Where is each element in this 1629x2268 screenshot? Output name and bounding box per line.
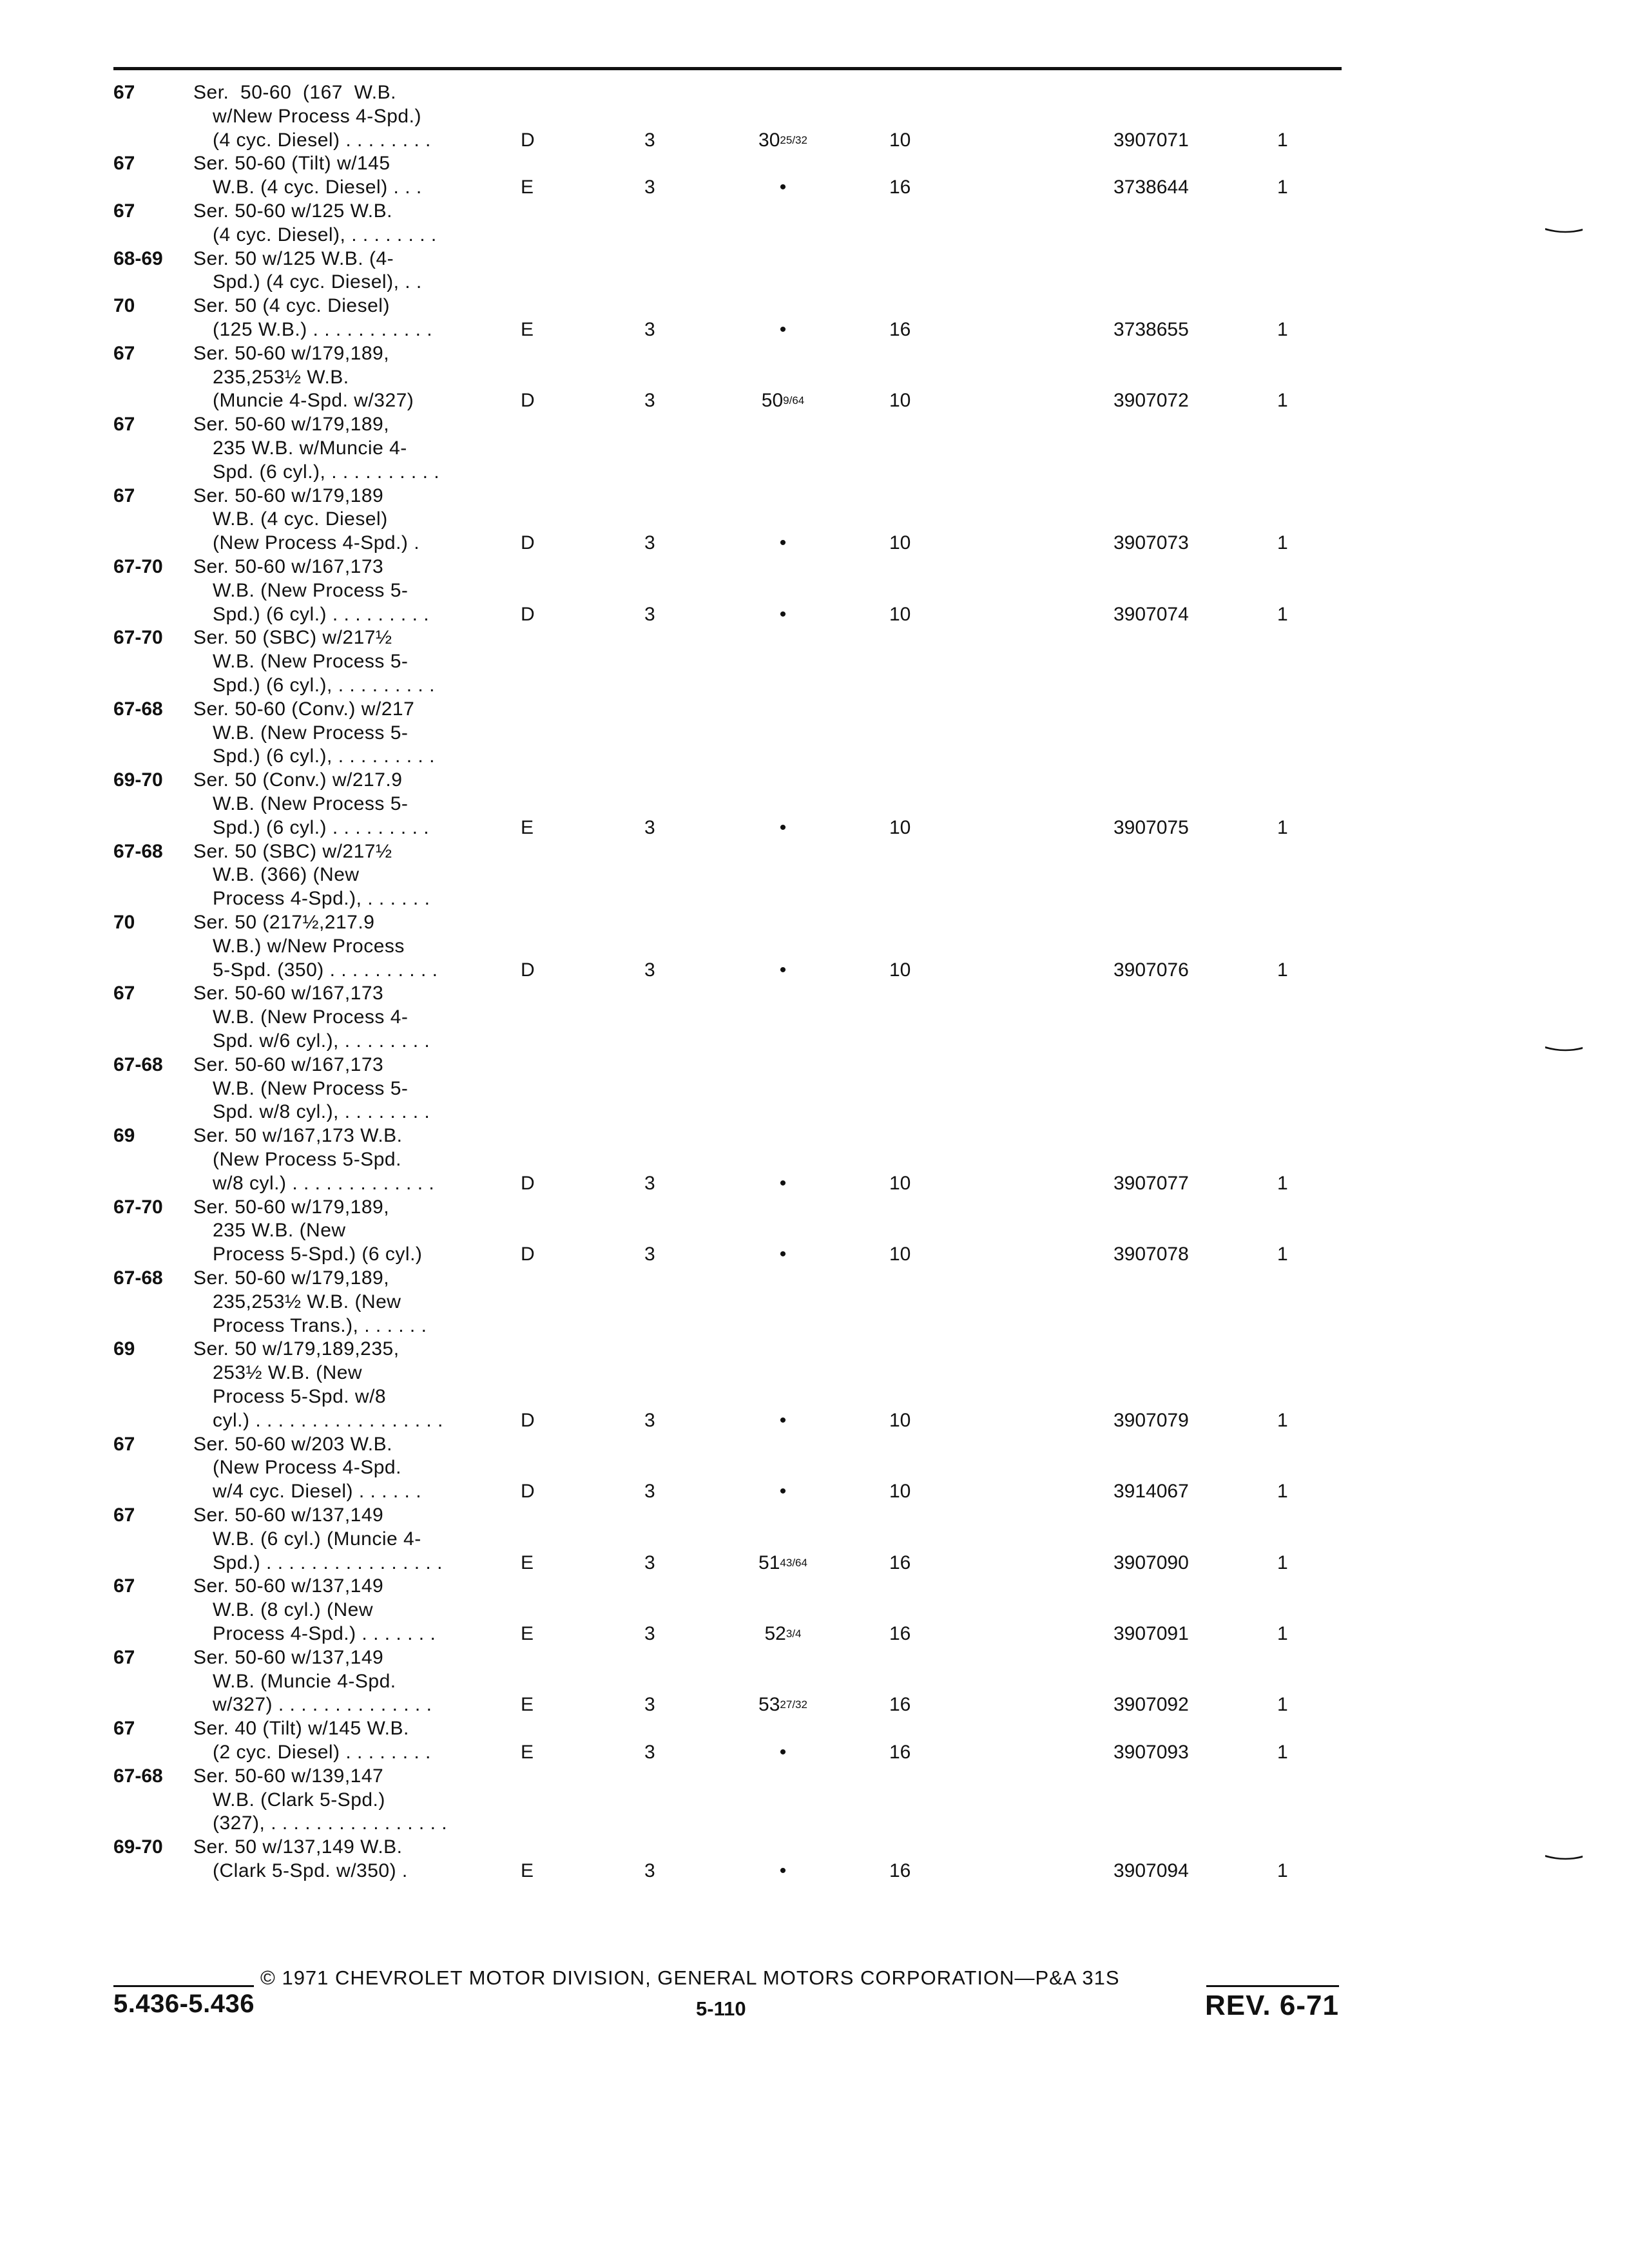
description [193,1717,483,1765]
quantity-cell: 3 [644,1622,655,1644]
quantity-used-cell: 1 [1277,1552,1288,1573]
length-whole: • [779,1244,787,1265]
description [193,840,483,911]
length-whole: 50 [761,390,784,412]
code-cell: D [521,603,535,625]
gauge-cell: 10 [889,1481,911,1503]
table-row [0,1504,1629,1575]
description [193,81,483,152]
description-line: w/4 cyc. Diesel) . . . . . . [213,1481,422,1503]
quantity-used-cell: 1 [1277,1172,1288,1194]
table-row [0,294,1629,342]
length-fraction: 9/64 [783,394,805,407]
table-row [0,200,1629,247]
gauge-cell: 16 [889,1860,911,1881]
description-line: (4 cyc. Diesel), . . . . . . . . [213,224,437,245]
gauge-cell: 10 [889,603,911,625]
description-line: 5-Spd. (350) . . . . . . . . . . [213,959,438,981]
part-number-cell: 3907093 [1113,1741,1189,1763]
quantity-cell: 3 [644,177,655,198]
margin-mark-1 [1545,226,1583,233]
description-line: Spd.) . . . . . . . . . . . . . . . . [213,1552,443,1573]
length-cell [741,532,825,555]
quantity-used-cell: 1 [1277,1481,1288,1503]
description-line: Ser. 50-60 w/167,173 [193,1053,384,1075]
quantity-used-cell: 1 [1277,816,1288,838]
description [193,982,483,1053]
quantity-cell: 3 [644,816,655,838]
model-year: 67-70 [113,627,163,649]
description-line: Spd.) (6 cyl.), . . . . . . . . . [213,674,435,696]
description-line: Process 4-Spd.), . . . . . . [213,888,430,910]
quantity-used-cell: 1 [1277,129,1288,151]
quantity-used-cell: 1 [1277,1622,1288,1644]
quantity-cell: 3 [644,1481,655,1503]
description-line: W.B. (Muncie 4-Spd. [213,1670,396,1692]
description-line: Ser. 50-60 (Tilt) w/145 [193,153,390,175]
description-line: W.B. (New Process 4- [213,1006,409,1028]
description-line: Ser. 50-60 w/179,189, [193,1196,390,1218]
description-line: Ser. 50-60 (Conv.) w/217 [193,698,415,720]
length-whole: • [779,959,787,981]
length-whole: • [779,1860,787,1881]
description-line: (New Process 5-Spd. [213,1148,401,1170]
part-number-cell: 3907091 [1113,1622,1189,1644]
quantity-cell: 3 [644,1244,655,1265]
model-year: 69 [113,1125,135,1147]
table-row [0,1196,1629,1267]
part-number-cell: 3907078 [1113,1244,1189,1265]
part-number-cell: 3907090 [1113,1552,1189,1573]
length-whole: • [779,816,787,838]
description-line: Spd. w/6 cyl.), . . . . . . . . [213,1030,430,1052]
description-line: Ser. 40 (Tilt) w/145 W.B. [193,1718,409,1740]
length-cell [741,603,825,627]
part-number-cell: 3907073 [1113,532,1189,554]
table-row [0,555,1629,626]
gauge-cell: 10 [889,1409,911,1431]
margin-mark-2 [1545,1044,1583,1052]
code-cell: E [521,1694,534,1716]
description [193,485,483,555]
length-cell [741,1622,825,1646]
description-line: Process 5-Spd.) (6 cyl.) [213,1244,423,1265]
length-whole: • [779,177,787,198]
description-line: Process 4-Spd.) . . . . . . . [213,1622,436,1644]
quantity-used-cell: 1 [1277,1741,1288,1763]
description [193,1765,483,1836]
description [193,1836,483,1883]
description-line: Ser. 50-60 w/179,189, [193,1267,390,1289]
code-cell: D [521,1244,535,1265]
gauge-cell: 10 [889,129,911,151]
length-cell [741,1693,825,1717]
gauge-cell: 10 [889,532,911,554]
quantity-cell: 3 [644,959,655,981]
quantity-cell: 3 [644,532,655,554]
quantity-cell: 3 [644,1694,655,1716]
table-row [0,81,1629,152]
description-line: 235 W.B. w/Muncie 4- [213,437,407,459]
quantity-cell: 3 [644,1860,655,1881]
description-line: Ser. 50 w/179,189,235, [193,1338,400,1360]
description [193,342,483,413]
description-line: W.B. (4 cyc. Diesel) [213,508,388,530]
model-year: 70 [113,295,135,317]
length-cell [741,1552,825,1575]
description-line: Spd.) (6 cyl.), . . . . . . . . . [213,745,435,767]
table-row [0,1338,1629,1432]
code-cell: D [521,532,535,554]
description-line: W.B. (New Process 5- [213,793,409,814]
description-line: Ser. 50-60 (167 W.B. [193,82,396,103]
table-row [0,1836,1629,1883]
description-line: Ser. 50 (SBC) w/217½ [193,840,392,862]
model-year: 67 [113,1433,135,1455]
description-line: Spd. w/8 cyl.), . . . . . . . . [213,1101,430,1123]
code-cell: E [521,1622,534,1644]
description-line: Spd.) (6 cyl.) . . . . . . . . . [213,603,430,625]
model-year: 68-69 [113,247,163,269]
table-row [0,1124,1629,1195]
description-line: (4 cyc. Diesel) . . . . . . . . [213,129,431,151]
gauge-cell: 10 [889,816,911,838]
description-line: (125 W.B.) . . . . . . . . . . . [213,318,433,340]
table-row [0,1267,1629,1338]
length-whole: • [779,532,787,554]
length-whole: 51 [758,1552,780,1573]
description-line: (327), . . . . . . . . . . . . . . . . [213,1812,448,1834]
quantity-used-cell: 1 [1277,1409,1288,1431]
table-row [0,152,1629,200]
description [193,626,483,697]
length-fraction: 43/64 [780,1556,807,1569]
copyright-notice: © 1971 CHEVROLET MOTOR DIVISION, GENERAL MOTORS CORPORATION—P&A 31S [260,1966,1120,1989]
model-year: 69 [113,1338,135,1360]
quantity-cell: 3 [644,1741,655,1763]
length-whole: 52 [764,1622,786,1644]
description-line: W.B. (6 cyl.) (Muncie 4- [213,1528,421,1550]
length-fraction: 25/32 [780,133,807,146]
description [193,1433,483,1504]
description-line: Ser. 50-60 w/179,189 [193,485,384,506]
code-cell: D [521,1172,535,1194]
description-line: Ser. 50-60 w/179,189, [193,414,390,436]
quantity-cell: 3 [644,603,655,625]
model-year: 69-70 [113,769,163,791]
quantity-used-cell: 1 [1277,318,1288,340]
table-row [0,911,1629,982]
description-line: Ser. 50 w/125 W.B. (4- [193,247,394,269]
model-year: 67 [113,1718,135,1740]
description [193,1267,483,1338]
part-number-cell: 3907092 [1113,1694,1189,1716]
length-whole: 53 [758,1694,780,1716]
quantity-cell: 3 [644,1409,655,1431]
code-cell: E [521,1860,534,1881]
code-cell: D [521,1481,535,1503]
quantity-used-cell: 1 [1277,1860,1288,1881]
model-year: 67-70 [113,1196,163,1218]
code-cell: D [521,1409,535,1431]
description-line: W.B. (8 cyl.) (New [213,1599,374,1621]
part-number-cell: 3907076 [1113,959,1189,981]
description-line: Spd. (6 cyl.), . . . . . . . . . . [213,461,440,483]
description-line: Ser. 50-60 w/203 W.B. [193,1433,392,1455]
length-whole: • [779,1741,787,1763]
description [193,200,483,247]
gauge-cell: 10 [889,1172,911,1194]
part-number-cell: 3738644 [1113,177,1189,198]
table-row [0,1575,1629,1646]
description [193,1338,483,1432]
model-year: 67 [113,485,135,506]
description-line: Ser. 50-60 w/125 W.B. [193,200,392,222]
code-cell: E [521,1741,534,1763]
length-cell [741,318,825,342]
model-year: 67-68 [113,698,163,720]
length-cell [741,1409,825,1433]
table-row [0,1053,1629,1124]
description-line: cyl.) . . . . . . . . . . . . . . . . . [213,1409,443,1431]
description-line: 235,253½ W.B. (New [213,1291,401,1312]
description [193,555,483,626]
description [193,1053,483,1124]
length-whole: • [779,318,787,340]
section-number: 5.436-5.436 [113,1990,255,2018]
table-row [0,342,1629,413]
length-fraction: 27/32 [780,1698,807,1711]
table-row [0,1717,1629,1765]
description [193,1646,483,1717]
description-line: w/8 cyl.) . . . . . . . . . . . . . [213,1172,435,1194]
quantity-used-cell: 1 [1277,177,1288,198]
model-year: 67-68 [113,1267,163,1289]
length-cell [741,1172,825,1196]
table-row [0,840,1629,911]
description-line: Ser. 50 (217½,217.9 [193,912,375,933]
part-number-cell: 3907072 [1113,390,1189,412]
part-number-cell: 3738655 [1113,318,1189,340]
length-whole: • [779,1481,787,1503]
footer-rule-right [1206,1985,1339,1987]
description-line: w/327) . . . . . . . . . . . . . . [213,1694,432,1716]
length-cell [741,816,825,840]
description [193,1124,483,1195]
table-row [0,698,1629,769]
table-row [0,1646,1629,1717]
description-line: Ser. 50-60 w/167,173 [193,556,384,577]
description-line: W.B. (Clark 5-Spd.) [213,1789,385,1811]
table-row [0,769,1629,840]
description-line: Ser. 50-60 w/139,147 [193,1765,384,1787]
table-row [0,485,1629,555]
model-year: 70 [113,912,135,933]
gauge-cell: 16 [889,1694,911,1716]
quantity-used-cell: 1 [1277,959,1288,981]
quantity-used-cell: 1 [1277,532,1288,554]
length-whole: • [779,1409,787,1431]
margin-mark-3 [1545,1852,1583,1860]
model-year: 67-68 [113,1053,163,1075]
part-number-cell: 3907077 [1113,1172,1189,1194]
description [193,1504,483,1575]
description [193,1575,483,1646]
description-line: W.B. (4 cyc. Diesel) . . . [213,177,422,198]
code-cell: E [521,318,534,340]
description-line: Ser. 50 (SBC) w/217½ [193,627,392,649]
description-line: Process Trans.), . . . . . . [213,1314,427,1336]
description-line: (Clark 5-Spd. w/350) . [213,1860,408,1881]
description-line: Ser. 50-60 w/137,149 [193,1575,384,1597]
length-cell [741,1860,825,1883]
model-year: 67-68 [113,1765,163,1787]
model-year: 67-68 [113,840,163,862]
table-row [0,1433,1629,1504]
length-cell [741,176,825,200]
description-line: 235,253½ W.B. [213,366,349,388]
description-line: Spd.) (4 cyc. Diesel), . . [213,271,422,293]
description-line: W.B. (366) (New [213,864,360,886]
part-number-cell: 3907074 [1113,603,1189,625]
gauge-cell: 16 [889,1741,911,1763]
description [193,911,483,982]
description-line: Ser. 50 (Conv.) w/217.9 [193,769,403,791]
description-line: Process 5-Spd. w/8 [213,1385,387,1407]
model-year: 67 [113,414,135,436]
model-year: 67-70 [113,556,163,577]
description [193,1196,483,1267]
page-number: 5-110 [696,1997,746,2020]
description-line: Ser. 50 w/137,149 W.B. [193,1836,403,1858]
description-line: Ser. 50-60 w/167,173 [193,983,384,1004]
length-cell [741,1480,825,1504]
length-cell [741,1243,825,1267]
description [193,152,483,200]
quantity-used-cell: 1 [1277,390,1288,412]
description-line: W.B. (New Process 5- [213,651,409,673]
description-line: 235 W.B. (New [213,1220,346,1242]
quantity-used-cell: 1 [1277,603,1288,625]
description-line: (2 cyc. Diesel) . . . . . . . . [213,1741,431,1763]
table-row [0,413,1629,484]
model-year: 67 [113,1646,135,1668]
description-line: (Muncie 4-Spd. w/327) [213,390,414,412]
model-year: 67 [113,1575,135,1597]
length-cell [741,959,825,983]
length-whole: • [779,603,787,625]
quantity-cell: 3 [644,1172,655,1194]
description [193,698,483,769]
model-year: 67 [113,342,135,364]
code-cell: E [521,816,534,838]
gauge-cell: 10 [889,390,911,412]
gauge-cell: 16 [889,1552,911,1573]
code-cell: D [521,390,535,412]
gauge-cell: 16 [889,318,911,340]
length-cell [741,389,825,413]
description-line: W.B. (New Process 5- [213,722,409,744]
description-line: (New Process 4-Spd.) . [213,532,420,554]
description-line: W.B.) w/New Process [213,935,405,957]
code-cell: D [521,959,535,981]
part-number-cell: 3907071 [1113,129,1189,151]
description-line: Ser. 50-60 w/137,149 [193,1646,384,1668]
revision-label: REV. 6-71 [1205,1990,1339,2021]
code-cell: E [521,1552,534,1573]
table-row [0,982,1629,1053]
model-year: 69-70 [113,1836,163,1858]
description-line: Spd.) (6 cyl.) . . . . . . . . . [213,816,430,838]
model-year: 67 [113,82,135,103]
description-line: Ser. 50-60 w/137,149 [193,1504,384,1526]
footer-rule-left [113,1985,254,1987]
gauge-cell: 10 [889,1244,911,1265]
quantity-used-cell: 1 [1277,1694,1288,1716]
length-fraction: 3/4 [786,1627,802,1640]
part-number-cell: 3907079 [1113,1409,1189,1431]
quantity-cell: 3 [644,318,655,340]
description [193,294,483,342]
code-cell: E [521,177,534,198]
model-year: 67 [113,983,135,1004]
gauge-cell: 16 [889,1622,911,1644]
quantity-cell: 3 [644,1552,655,1573]
description-line: Ser. 50 (4 cyc. Diesel) [193,295,390,317]
length-cell [741,1741,825,1765]
code-cell: D [521,129,535,151]
description-line: w/New Process 4-Spd.) [213,105,421,127]
quantity-cell: 3 [644,129,655,151]
description-line: (New Process 4-Spd. [213,1457,401,1479]
description [193,413,483,484]
gauge-cell: 10 [889,959,911,981]
description [193,769,483,840]
part-number-cell: 3914067 [1113,1481,1189,1503]
description-line: Ser. 50 w/167,173 W.B. [193,1125,403,1147]
length-cell [741,129,825,153]
description-line: Ser. 50-60 w/179,189, [193,342,390,364]
table-row [0,626,1629,697]
model-year: 67 [113,200,135,222]
description-line: 253½ W.B. (New [213,1362,363,1384]
description-line: W.B. (New Process 5- [213,1077,409,1099]
table-row [0,1765,1629,1836]
table-row [0,247,1629,295]
description [193,247,483,295]
gauge-cell: 16 [889,177,911,198]
part-number-cell: 3907075 [1113,816,1189,838]
part-number-cell: 3907094 [1113,1860,1189,1881]
length-whole: 30 [758,129,780,151]
model-year: 67 [113,1504,135,1526]
length-whole: • [779,1172,787,1194]
quantity-used-cell: 1 [1277,1244,1288,1265]
quantity-cell: 3 [644,390,655,412]
description-line: W.B. (New Process 5- [213,579,409,601]
model-year: 67 [113,153,135,175]
